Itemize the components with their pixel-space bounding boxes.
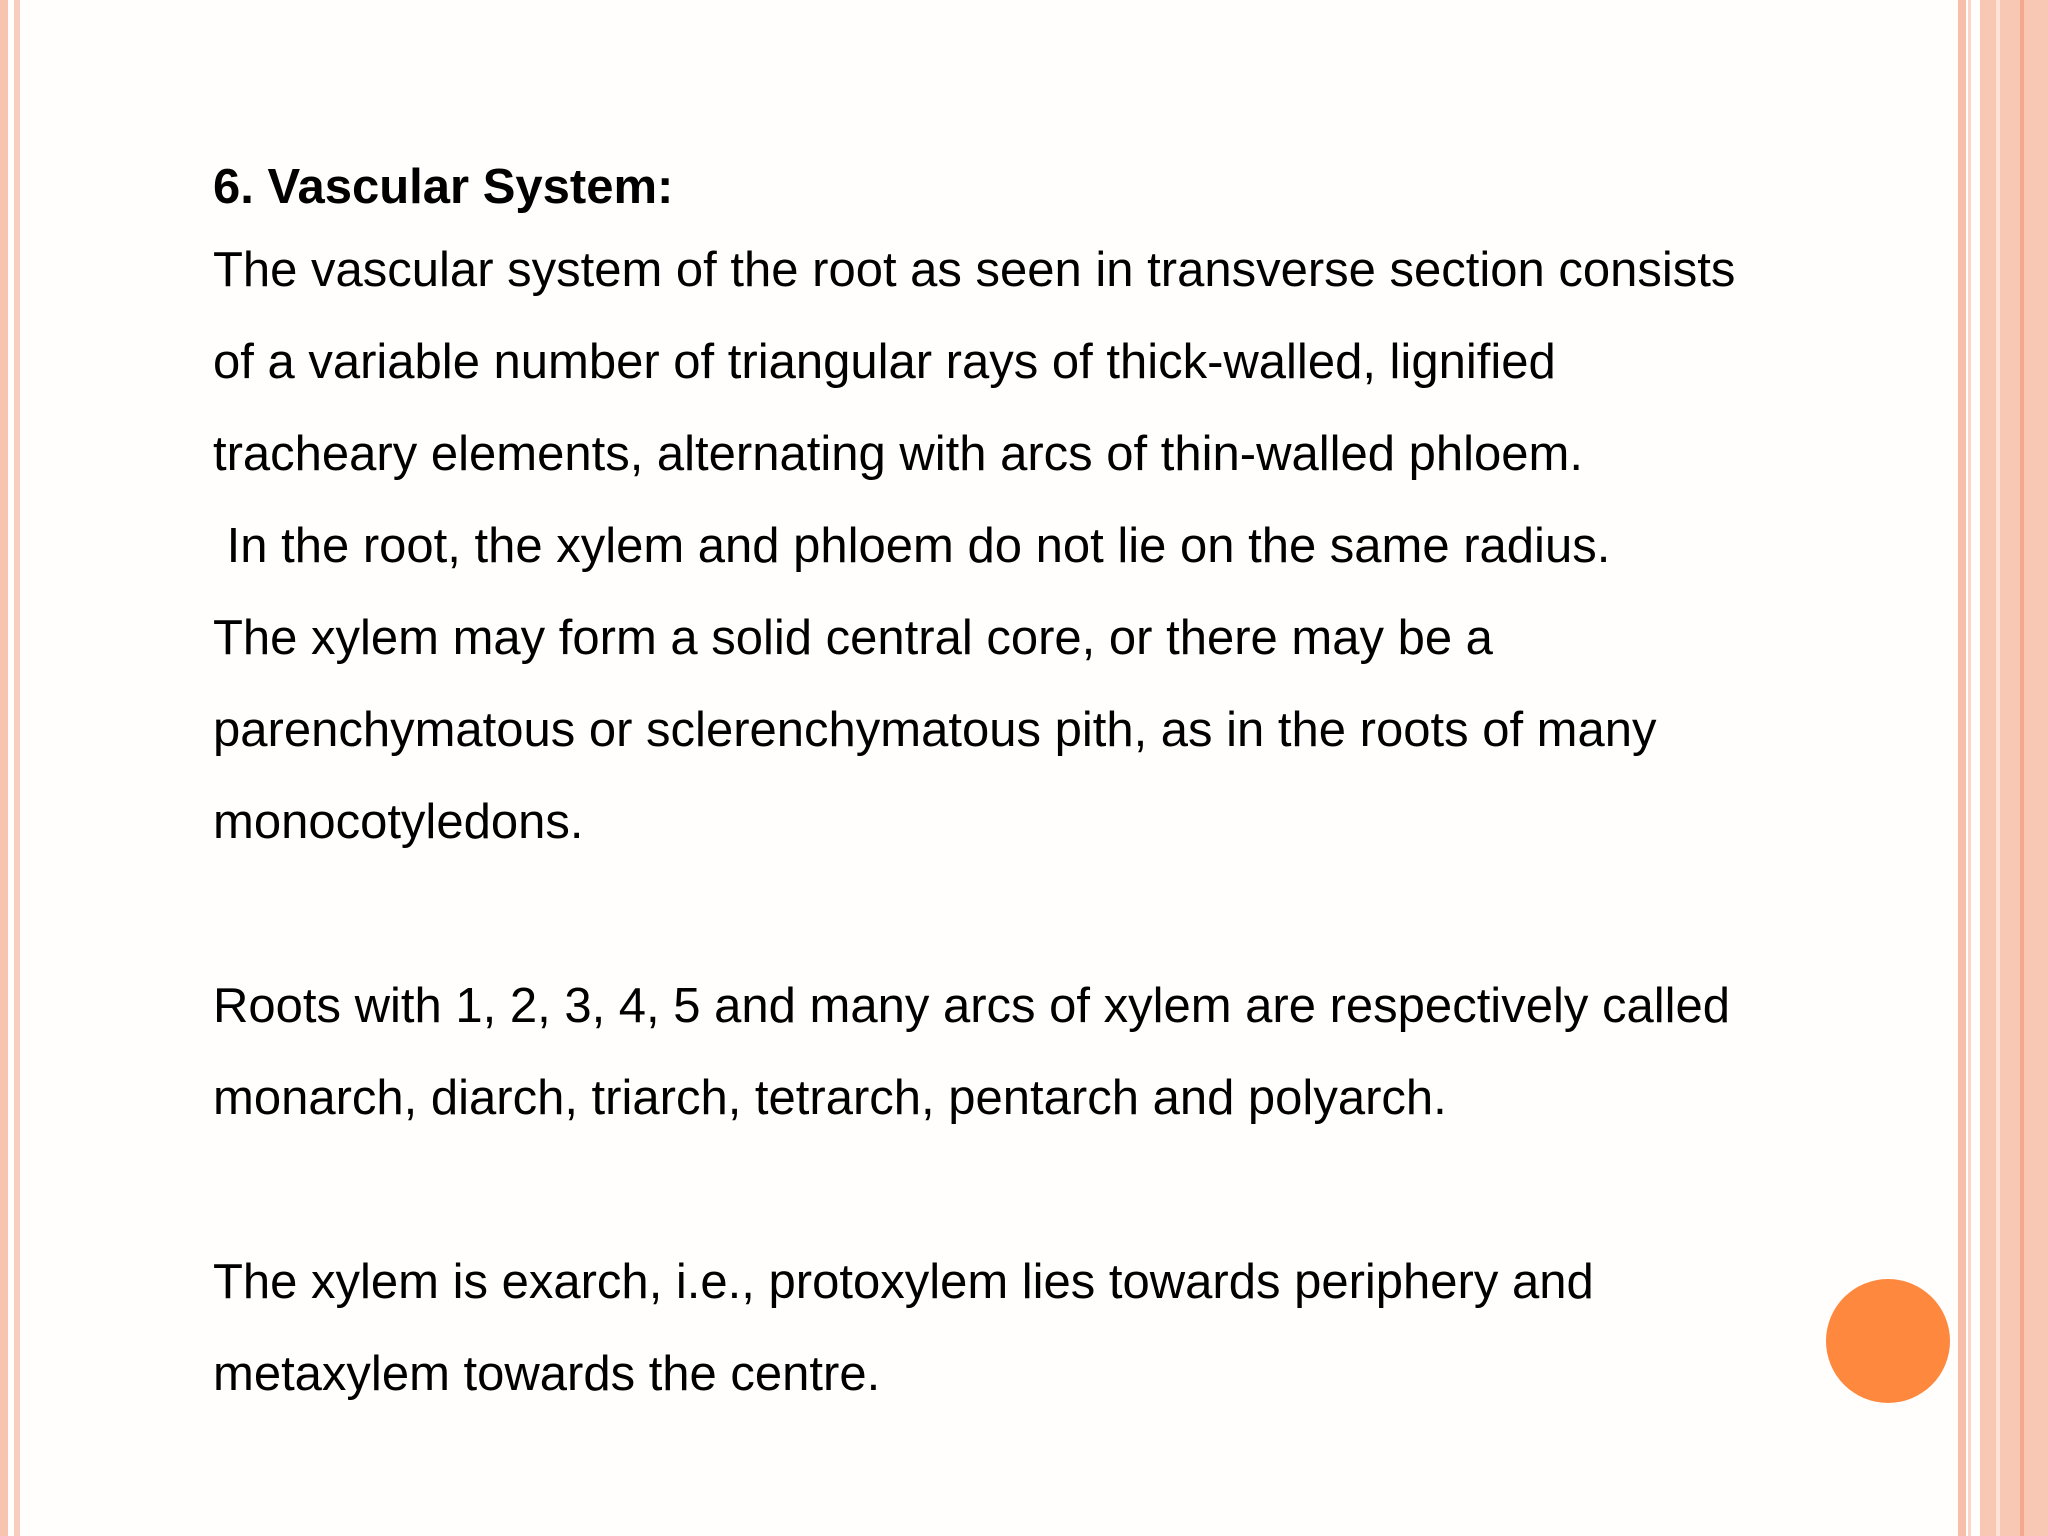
slide-heading: 6. Vascular System: <box>213 160 674 214</box>
accent-circle <box>1826 1279 1950 1403</box>
slide-content <box>213 150 1813 1420</box>
text-line: of a variable number of triangular rays of thick-walled, lignified <box>213 335 1556 389</box>
right-border-stripe <box>1958 0 1966 1536</box>
text-line: The vascular system of the root as seen in transverse section consists <box>213 243 1736 297</box>
text-line: In the root, the xylem and phloem do not lie on the same radius. <box>213 519 1611 573</box>
text-line: The xylem is exarch, i.e., protoxylem lies towards periphery and <box>213 1255 1594 1309</box>
left-border-stripe-inner <box>14 0 20 1536</box>
blank-line <box>213 1144 1813 1236</box>
blank-line <box>213 868 1813 960</box>
text-line: monocotyledons. <box>213 795 584 849</box>
right-border-highlight <box>1996 0 2000 1536</box>
left-border-stripe <box>0 0 8 1536</box>
paragraph-exarch <box>213 1236 1813 1420</box>
paragraph-vascular-description <box>213 224 1813 868</box>
right-border-line <box>2020 0 2024 1536</box>
text-line: The xylem may form a solid central core, or there may be a <box>213 611 1493 665</box>
right-border-band <box>1980 0 2048 1536</box>
right-border-stripe-thin <box>1968 0 1971 1536</box>
text-line: tracheary elements, alternating with arcs of thin-walled phloem. <box>213 427 1583 481</box>
text-line: Roots with 1, 2, 3, 4, 5 and many arcs of xylem are respectively called <box>213 979 1730 1033</box>
text-line: metaxylem towards the centre. <box>213 1347 881 1401</box>
text-line: parenchymatous or sclerenchymatous pith, as in the roots of many <box>213 703 1657 757</box>
text-line: monarch, diarch, triarch, tetrarch, pentarch and polyarch. <box>213 1071 1447 1125</box>
paragraph-xylem-arcs <box>213 960 1813 1144</box>
